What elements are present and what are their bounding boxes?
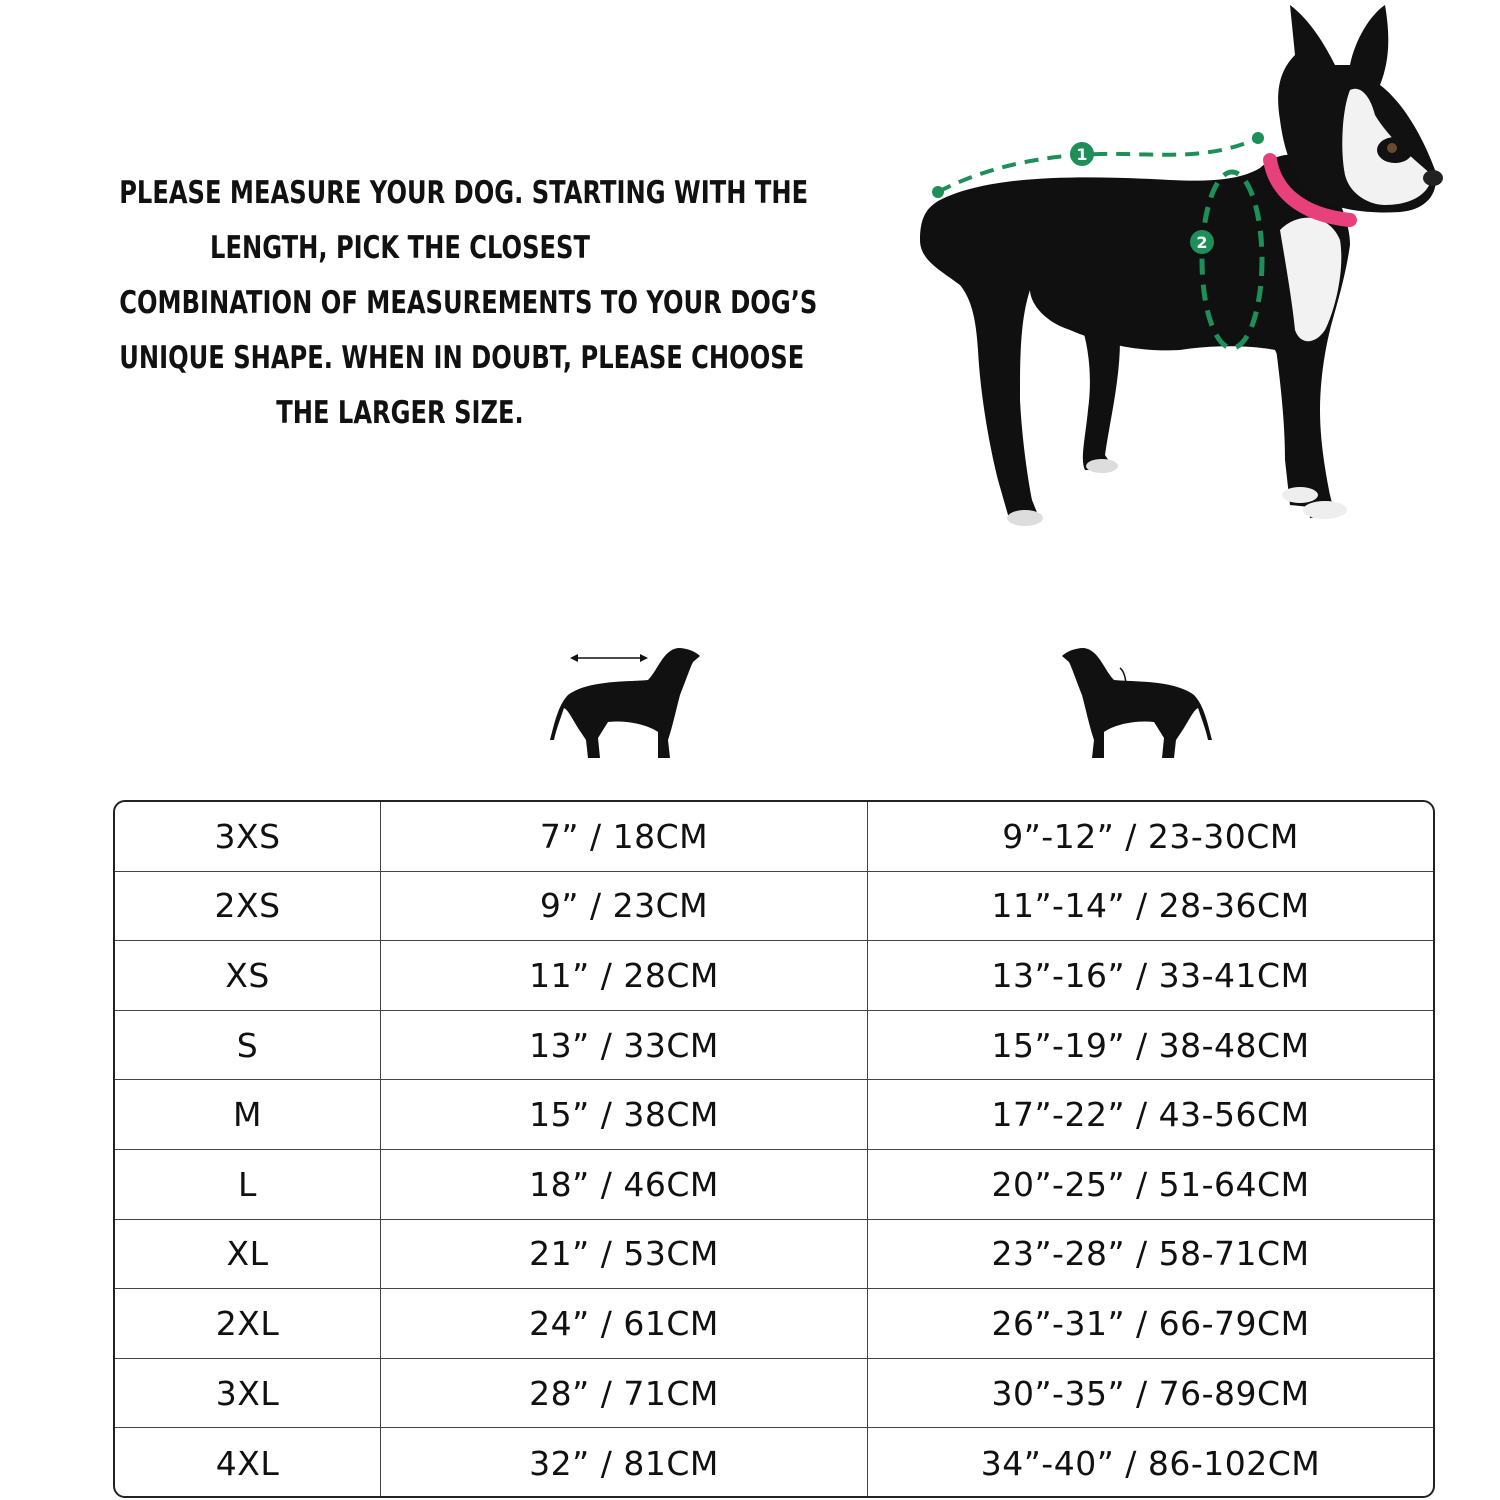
- instructions-line: LENGTH, PICK THE CLOSEST: [210, 230, 590, 266]
- dog-rear-leg: [1080, 320, 1120, 470]
- chest-cell: 34”-40” / 86-102CM: [980, 1443, 1321, 1483]
- length-cell: 24” / 61CM: [381, 1289, 868, 1358]
- dog-body: [920, 155, 1350, 522]
- length-guide-end: [932, 186, 944, 198]
- size-cell: 3XL: [115, 1359, 381, 1428]
- instructions-line: THE LARGER SIZE.: [276, 395, 524, 431]
- table-row: [115, 1150, 1433, 1220]
- size-cell: XS: [115, 941, 381, 1010]
- dog-length-icon: [548, 640, 704, 764]
- dog-paw: [1007, 510, 1043, 526]
- table-row: [115, 1359, 1433, 1429]
- length-cell: 28” / 71CM: [381, 1359, 868, 1428]
- size-cell: 3XS: [115, 802, 381, 871]
- size-cell: 2XS: [115, 872, 381, 941]
- length-cell: 7” / 18CM: [381, 802, 868, 871]
- instructions-line: PLEASE MEASURE YOUR DOG. STARTING WITH THE: [119, 175, 809, 211]
- chest-cell: 11”-14” / 28-36CM: [991, 886, 1310, 926]
- chest-cell: 9”-12” / 23-30CM: [1002, 816, 1299, 856]
- length-cell: 18” / 46CM: [381, 1150, 868, 1219]
- size-cell: L: [115, 1150, 381, 1219]
- instructions-line: COMBINATION OF MEASUREMENTS TO YOUR DOG’S: [119, 285, 818, 321]
- length-cell: 11” / 28CM: [381, 941, 868, 1010]
- dog-paw: [1086, 459, 1118, 473]
- length-cell: 15” / 38CM: [381, 1080, 868, 1149]
- length-cell: 21” / 53CM: [381, 1220, 868, 1289]
- chest-cell: 26”-31” / 66-79CM: [991, 1303, 1310, 1343]
- table-row: [115, 1220, 1433, 1290]
- dog-eye: [1387, 143, 1397, 153]
- length-cell: 32” / 81CM: [381, 1428, 868, 1498]
- size-cell: 4XL: [115, 1428, 381, 1498]
- chest-cell: 13”-16” / 33-41CM: [991, 955, 1310, 995]
- chest-cell: 23”-28” / 58-71CM: [991, 1234, 1310, 1274]
- chest-cell: 15”-19” / 38-48CM: [991, 1025, 1310, 1065]
- chest-marker-label: 2: [1196, 233, 1208, 252]
- table-row: [115, 941, 1433, 1011]
- dog-measurement-photo: [880, 0, 1460, 540]
- measure-instructions: [119, 166, 818, 441]
- length-cell: 9” / 23CM: [381, 872, 868, 941]
- table-row: [115, 872, 1433, 942]
- dog-paw: [1303, 501, 1347, 519]
- length-guide-end: [1252, 132, 1264, 144]
- dog-paw: [1282, 487, 1318, 503]
- dog-nose: [1423, 170, 1443, 186]
- size-chart-table: [113, 800, 1435, 1498]
- dog-chest-icon: [1058, 640, 1214, 764]
- size-cell: 2XL: [115, 1289, 381, 1358]
- length-marker-label: 1: [1076, 145, 1088, 164]
- size-cell: S: [115, 1011, 381, 1080]
- table-row: [115, 802, 1433, 872]
- table-row: [115, 1428, 1433, 1498]
- table-row: [115, 1289, 1433, 1359]
- chest-cell: 20”-25” / 51-64CM: [991, 1164, 1310, 1204]
- length-cell: 13” / 33CM: [381, 1011, 868, 1080]
- chest-cell: 17”-22” / 43-56CM: [991, 1095, 1310, 1135]
- instructions-line: UNIQUE SHAPE. WHEN IN DOUBT, PLEASE CHOOSE: [119, 340, 805, 376]
- table-row: [115, 1011, 1433, 1081]
- size-cell: M: [115, 1080, 381, 1149]
- chest-cell: 30”-35” / 76-89CM: [991, 1373, 1310, 1413]
- table-row: [115, 1080, 1433, 1150]
- size-cell: XL: [115, 1220, 381, 1289]
